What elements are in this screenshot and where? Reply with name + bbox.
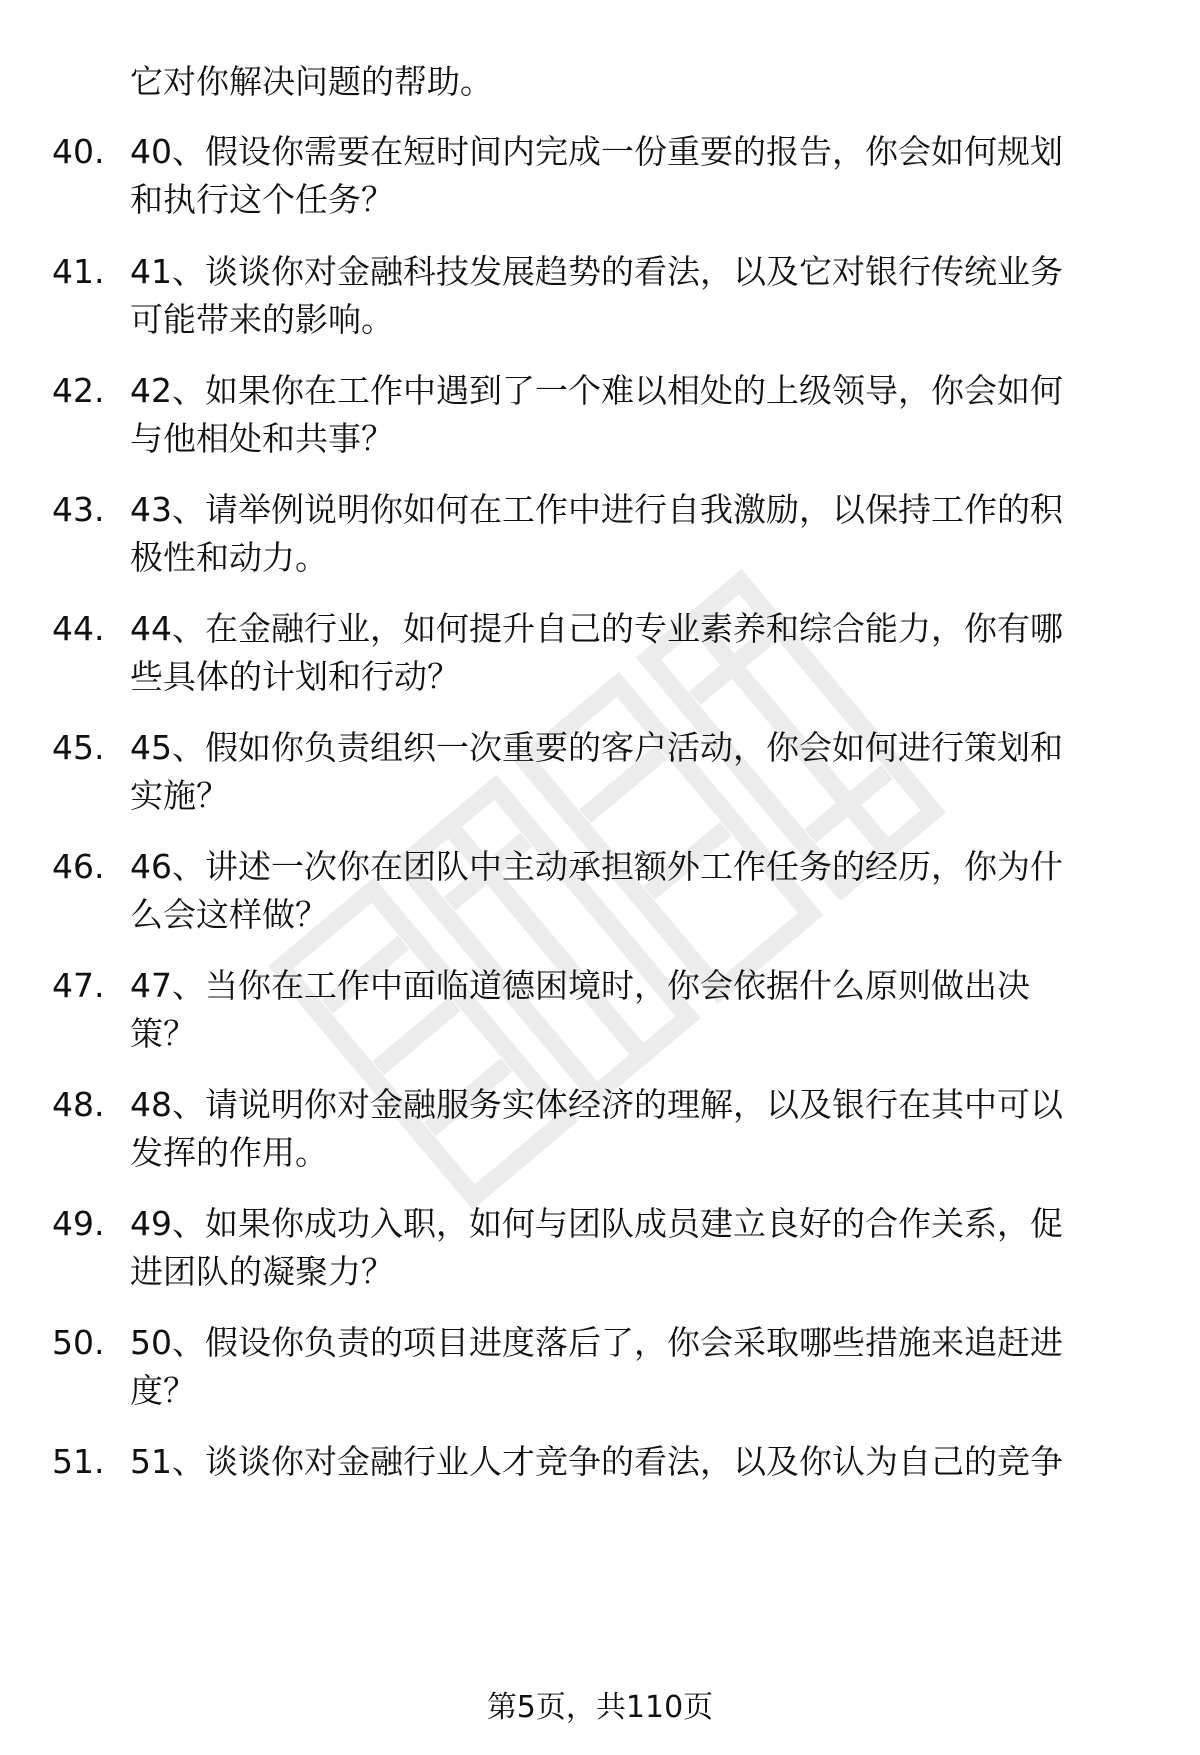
item-number: 42.	[52, 371, 105, 410]
item-line: 47、当你在工作中面临道德困境时，你会依据什么原则做出决	[130, 966, 1030, 1005]
item-line: 可能带来的影响。	[130, 300, 394, 339]
item-number: 51.	[52, 1442, 105, 1481]
item-text	[130, 248, 1200, 344]
item-line: 度？	[130, 1371, 196, 1410]
item-text	[130, 1319, 1200, 1415]
item-text	[130, 486, 1200, 582]
item-line: 45、假如你负责组织一次重要的客户活动，你会如何进行策划和	[130, 728, 1063, 767]
item-number: 44.	[52, 609, 105, 648]
item-number: 43.	[52, 490, 105, 529]
item-line: 发挥的作用。	[130, 1133, 328, 1172]
item-text	[130, 962, 1200, 1058]
item-line: 与他相处和共事？	[130, 419, 394, 458]
item-text	[130, 1200, 1200, 1296]
item-line: 51、谈谈你对金融行业人才竞争的看法，以及你认为自己的竞争	[130, 1442, 1063, 1481]
item-text	[130, 1081, 1200, 1177]
item-number: 40.	[52, 132, 105, 171]
item-number: 45.	[52, 728, 105, 767]
item-line: 43、请举例说明你如何在工作中进行自我激励，以保持工作的积	[130, 490, 1063, 529]
item-line: 49、如果你成功入职，如何与团队成员建立良好的合作关系，促	[130, 1204, 1063, 1243]
item-line: 41、谈谈你对金融科技发展趋势的看法，以及它对银行传统业务	[130, 252, 1063, 291]
item-line: 些具体的计划和行动？	[130, 657, 460, 696]
item-number: 50.	[52, 1323, 105, 1362]
item-text	[130, 367, 1200, 463]
item-line: 46、讲述一次你在团队中主动承担额外工作任务的经历，你为什	[130, 847, 1063, 886]
item-line: 策？	[130, 1014, 196, 1053]
item-line: 么会这样做？	[130, 895, 328, 934]
item-line: 进团队的凝聚力？	[130, 1252, 394, 1291]
item-line: 48、请说明你对金融服务实体经济的理解，以及银行在其中可以	[130, 1085, 1063, 1124]
item-text	[130, 128, 1200, 224]
item-line: 50、假设你负责的项目进度落后了，你会采取哪些措施来追赶进	[130, 1323, 1063, 1362]
item-line: 40、假设你需要在短时间内完成一份重要的报告，你会如何规划	[130, 132, 1063, 171]
continuation-text: 它对你解决问题的帮助。	[130, 62, 493, 101]
item-text	[130, 843, 1200, 939]
item-text	[130, 1438, 1200, 1486]
item-number: 48.	[52, 1085, 105, 1124]
item-number: 41.	[52, 252, 105, 291]
item-number: 46.	[52, 847, 105, 886]
item-number: 47.	[52, 966, 105, 1005]
item-text	[130, 724, 1200, 820]
item-line: 44、在金融行业，如何提升自己的专业素养和综合能力，你有哪	[130, 609, 1063, 648]
item-text	[130, 605, 1200, 701]
item-line: 极性和动力。	[130, 538, 328, 577]
item-number: 49.	[52, 1204, 105, 1243]
item-line: 实施？	[130, 776, 229, 815]
item-line: 42、如果你在工作中遇到了一个难以相处的上级领导，你会如何	[130, 371, 1063, 410]
item-line: 和执行这个任务？	[130, 180, 394, 219]
page-footer: 第5页，共110页	[486, 1690, 714, 1725]
